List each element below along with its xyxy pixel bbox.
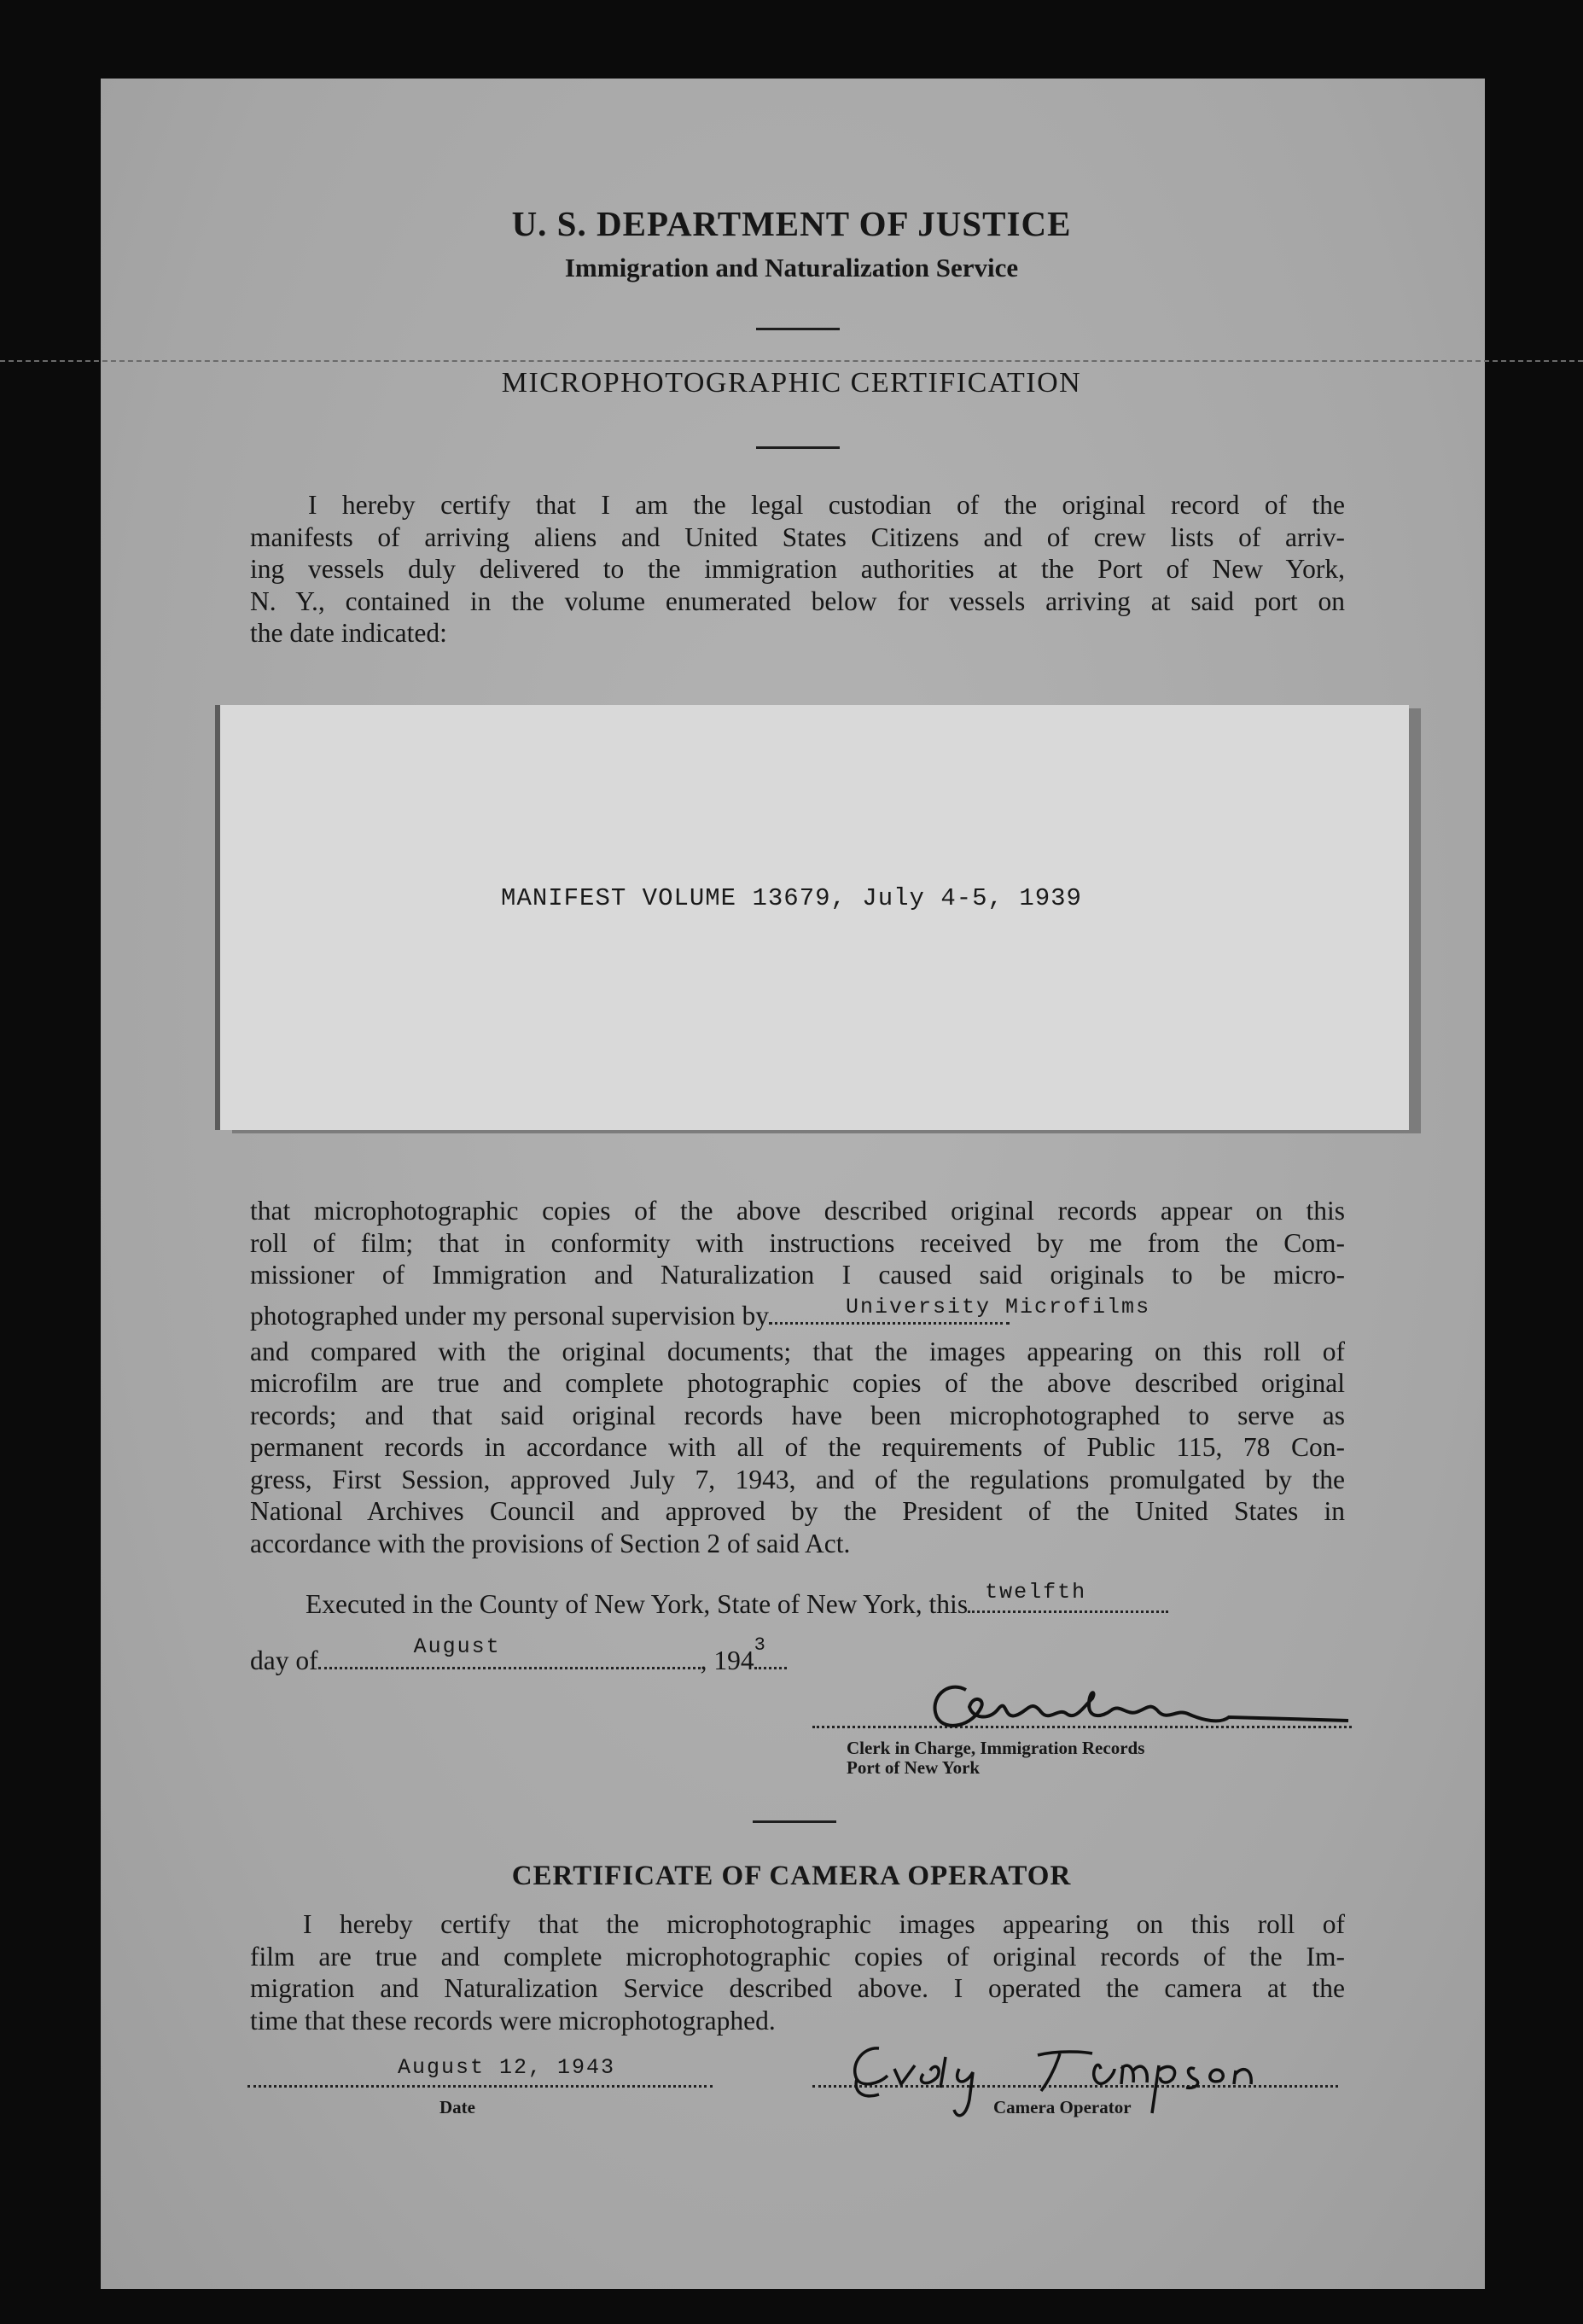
divider-rule <box>756 446 840 449</box>
text-line: ing vessels duly delivered to the immigration authorities at the Port of New York, <box>250 554 1345 584</box>
text-line: microfilm are true and complete photographic copies of the above described original <box>250 1368 1345 1398</box>
text-line: National Archives Council and approved by the President of the United States in <box>250 1496 1345 1526</box>
supervision-prefix: photographed under my personal supervision by <box>250 1300 770 1331</box>
operator-paragraph <box>250 1908 1345 2036</box>
operator-signature <box>845 2031 1297 2134</box>
day-fill <box>968 1580 1168 1613</box>
text-line: manifests of arriving aliens and United States Citizens and of crew lists of arriv- <box>250 521 1345 552</box>
text-line: film are true and complete microphotographic copies of original records of the Im- <box>250 1941 1345 1972</box>
text-line: accordance with the provisions of Section 2 of said Act. <box>250 1528 851 1558</box>
text-line: permanent records in accordance with all of the requirements of Public 115, 78 Con- <box>250 1432 1345 1462</box>
text-line: I hereby certify that I am the legal custodian of the original record of the <box>308 490 1345 520</box>
text-line: time that these records were microphotographed. <box>250 2005 776 2036</box>
divider-rule <box>756 328 840 330</box>
day-value: twelfth <box>985 1580 1087 1605</box>
text-line: that microphotographic copies of the above described original records appear on this <box>250 1196 1345 1226</box>
day-of-label: day of <box>250 1645 318 1675</box>
supervisor-name: University Microfilms <box>846 1294 1151 1319</box>
month-fill <box>318 1634 701 1669</box>
year-prefix: , 194 <box>700 1645 754 1675</box>
date-label: Date <box>439 2097 475 2117</box>
supervision-line <box>250 1294 1345 1336</box>
text-line: gress, First Session, approved July 7, 1943, and of the regulations promulgated by the <box>250 1464 1345 1494</box>
text-line: N. Y., contained in the volume enumerated below for vessels arriving at said port on <box>250 585 1345 616</box>
operator-date-value: August 12, 1943 <box>398 2055 616 2080</box>
fold-line <box>0 360 1583 362</box>
volume-slip-text: MANIFEST VOLUME 13679, July 4-5, 1939 <box>501 884 1082 912</box>
date-signature-line <box>247 2085 713 2088</box>
text-line: migration and Naturalization Service described above. I operated the camera at the <box>250 1973 1345 2003</box>
text-line: I hereby certify that the microphotographic images appearing on this roll of <box>303 1909 1345 1939</box>
text-line: the date indicated: <box>250 618 447 648</box>
clerk-office: Port of New York <box>847 1757 981 1778</box>
volume-slip <box>220 705 1409 1130</box>
department-heading: U. S. DEPARTMENT OF JUSTICE <box>511 204 1072 243</box>
year-fill <box>754 1634 787 1669</box>
clerk-signature <box>922 1664 1365 1741</box>
execution-line <box>306 1580 1168 1620</box>
divider-rule <box>753 1820 836 1823</box>
supervisor-fill <box>769 1294 1151 1325</box>
year-digit: 3 <box>754 1634 767 1656</box>
service-subheading: Immigration and Naturalization Service <box>564 253 1019 282</box>
text-line: and compared with the original documents; that the images appearing on this roll of <box>250 1336 1345 1366</box>
body-paragraph <box>250 1195 1345 1559</box>
operator-section-title: CERTIFICATE OF CAMERA OPERATOR <box>511 1861 1072 1891</box>
month-value: August <box>413 1634 501 1659</box>
clerk-title: Clerk in Charge, Immigration Records <box>847 1738 1145 1758</box>
intro-paragraph <box>250 489 1345 649</box>
date-line <box>250 1634 787 1676</box>
text-line: records; and that said original records have been microphotographed to serve as <box>250 1400 1345 1430</box>
text-line: roll of film; that in conformity with instructions received by me from the Com- <box>250 1227 1345 1258</box>
camera-operator-label: Camera Operator <box>993 2097 1132 2117</box>
certification-title: MICROPHOTOGRAPHIC CERTIFICATION <box>501 367 1082 399</box>
text-line: missioner of Immigration and Naturalization I caused said originals to be micro- <box>250 1260 1345 1290</box>
execution-prefix: Executed in the County of New York, State of New York, this <box>306 1589 969 1619</box>
